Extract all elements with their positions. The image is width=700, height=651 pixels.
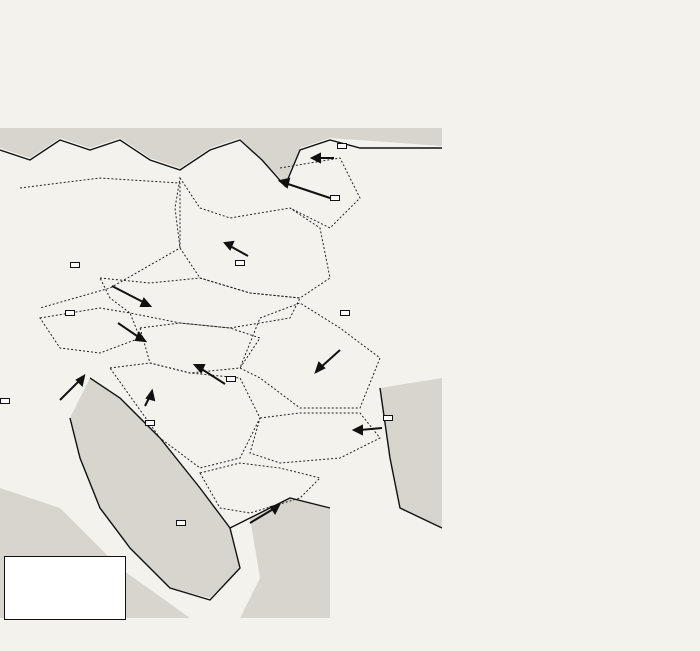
minority-box-lith	[330, 195, 340, 201]
minority-box-poland	[235, 260, 245, 266]
minority-box-bulgaria	[383, 415, 393, 421]
minority-box-cslovakia	[70, 262, 80, 268]
minority-box-czechs	[65, 310, 75, 316]
minority-box-latvia	[337, 143, 347, 149]
minority-box-austria	[0, 398, 10, 404]
minority-box-greece	[176, 520, 186, 526]
map-legend	[4, 556, 126, 620]
minority-box-yugo	[145, 420, 155, 426]
europe-minorities-map	[0, 128, 442, 618]
minority-box-rumania	[340, 310, 350, 316]
minority-box-hungary	[226, 376, 236, 382]
